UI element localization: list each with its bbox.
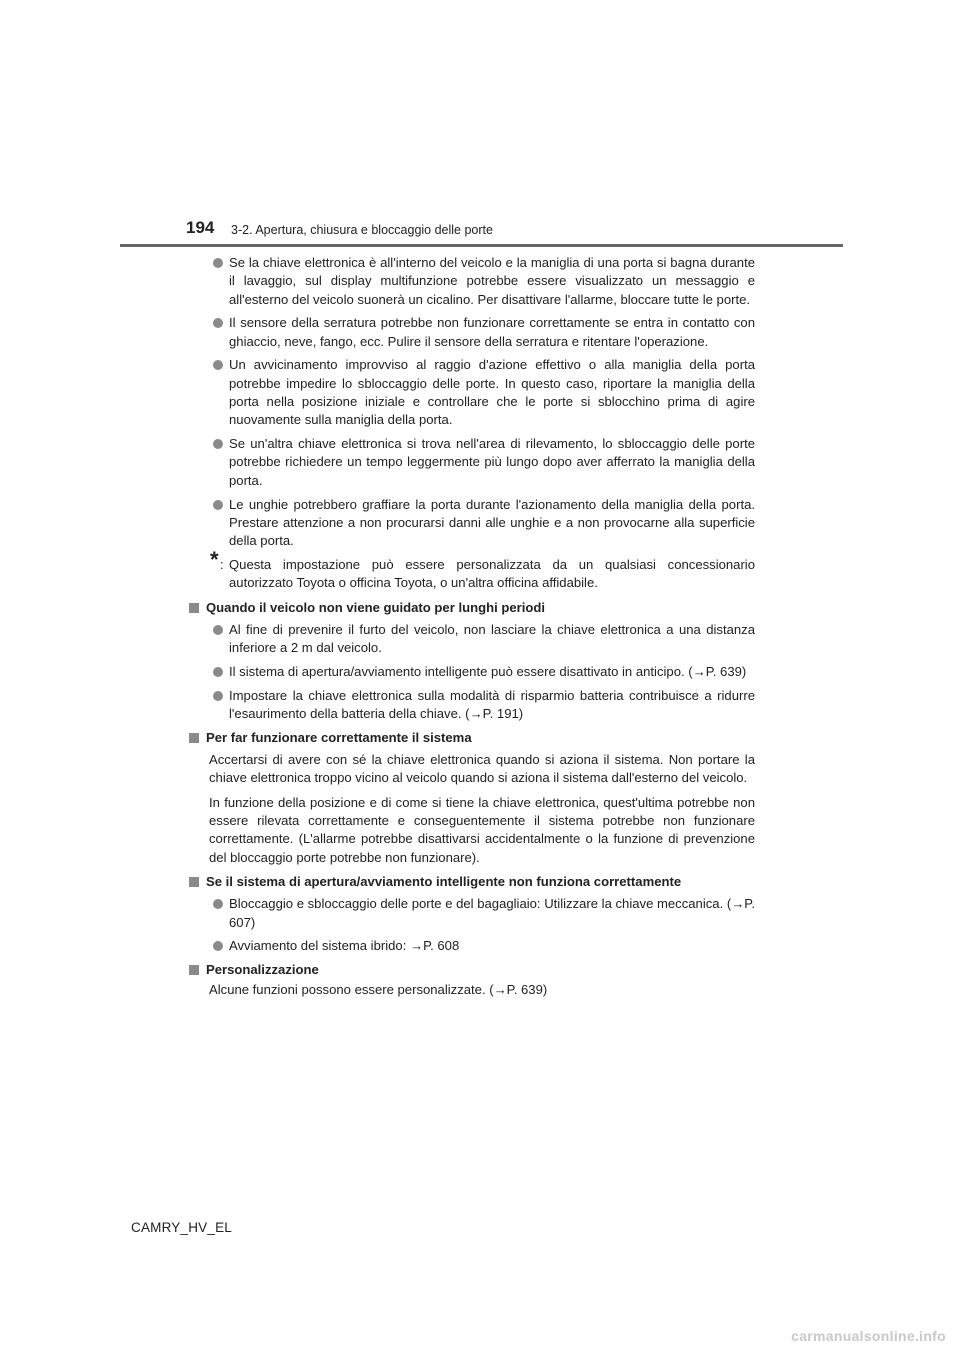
list-item: Se un'altra chiave elettronica si trova nell'area di rilevamento, lo sbloccaggio delle porte potrebbe richiedere un tempo leggermente più lungo dopo aver afferrato la maniglia della porta. xyxy=(209,435,755,490)
paragraph: Alcune funzioni possono essere personalizzate. (→P. 639) xyxy=(209,982,548,998)
square-bullet-icon xyxy=(189,965,199,975)
bullet-dot-icon xyxy=(213,899,223,909)
bullet-dot-icon xyxy=(213,691,223,701)
page-header xyxy=(186,216,846,246)
paragraph: In funzione della posizione e di come si tiene la chiave elettronica, quest'ultima potrebbe non essere rilevata correttamente e conseguentemente il sistema potrebbe non funzionare correttamente. (L'allarme potrebbe disattivarsi accidentalmente o la funzione di prevenzione del bloccaggio porte potrebbe non funzionare). xyxy=(209,794,755,865)
square-bullet-icon xyxy=(189,733,199,743)
footnote-mark: * xyxy=(210,546,219,572)
footnote: * : Questa impostazione può essere personalizzata da un qualsiasi concessionario autorizzato Toyota o officina Toyota, o un'altra officina affidabile. xyxy=(210,546,755,591)
bullet-dot-icon xyxy=(213,941,223,951)
bullet-dot-icon xyxy=(213,500,223,510)
section-heading: Se il sistema di apertura/avviamento intelligente non funziona correttamente xyxy=(189,873,755,891)
section-heading: Per far funzionare correttamente il sistema xyxy=(189,729,755,747)
list-item: Il sensore della serratura potrebbe non funzionare correttamente se entra in contatto con ghiaccio, neve, fango, ecc. Pulire il sensore della serratura e ritentare l'operazione. xyxy=(209,314,755,351)
section-long-periods xyxy=(189,599,755,724)
bullet-dot-icon xyxy=(213,318,223,328)
bullet-dot-icon xyxy=(213,360,223,370)
list-item: Impostare la chiave elettronica sulla modalità di risparmio batteria contribuisce a ridurre l'esaurimento della batteria della chiave. (→P. 191) xyxy=(209,687,755,724)
bullet-dot-icon xyxy=(213,439,223,449)
page-content xyxy=(206,254,755,1006)
paragraph: Accertarsi di avere con sé la chiave elettronica quando si aziona il sistema. Non portare la chiave elettronica troppo vicino al veicolo quando si aziona il sistema dall'esterno del veicolo. xyxy=(209,752,755,786)
section-heading: Quando il veicolo non viene guidato per lunghi periodi xyxy=(189,599,755,617)
section-heading: Personalizzazione xyxy=(189,961,755,979)
section-proper-operation xyxy=(189,729,755,867)
bullet-dot-icon xyxy=(213,258,223,268)
bullet-dot-icon xyxy=(213,625,223,635)
page-number: 194 xyxy=(186,218,215,237)
list-item: Avviamento del sistema ibrido: →P. 608 xyxy=(209,937,755,955)
list-item: Al fine di prevenire il furto del veicolo, non lasciare la chiave elettronica a una distanza inferiore a 2 m dal veicolo. xyxy=(209,621,755,658)
section-malfunction xyxy=(189,873,755,956)
header-rule xyxy=(120,244,843,247)
list-item: Le unghie potrebbero graffiare la porta durante l'azionamento della maniglia della porta. Prestare attenzione a non procurarsi danni alle unghie e a non provocarne alla superficie della porta. xyxy=(209,496,755,551)
footnote-text: Questa impostazione può essere personalizzata da un qualsiasi concessionario autorizzato Toyota o officina Toyota, o un'altra officina affidabile. xyxy=(229,556,755,591)
bullet-dot-icon xyxy=(213,667,223,677)
list-item: Un avvicinamento improvviso al raggio d'azione effettivo o alla maniglia della porta potrebbe impedire lo sbloccaggio delle porte. In questo caso, riportare la maniglia della porta nella posizione iniziale e controllare che le porte si sblocchino prima di agire nuovamente sulla maniglia della porta. xyxy=(209,356,755,429)
watermark: carmanualsonline.info xyxy=(791,1328,946,1344)
list-item: Se la chiave elettronica è all'interno del veicolo e la maniglia di una porta si bagna durante il lavaggio, sul display multifunzione potrebbe essere visualizzato un messaggio e all'esterno del veicolo suonerà un cicalino. Per disattivare l'allarme, bloccare tutte le porte. xyxy=(209,254,755,309)
square-bullet-icon xyxy=(189,603,199,613)
section-title: 3-2. Apertura, chiusura e bloccaggio delle porte xyxy=(231,223,493,237)
list-item: Il sistema di apertura/avviamento intelligente può essere disattivato in anticipo. (→P. 639) xyxy=(209,663,755,681)
list-item: Bloccaggio e sbloccaggio delle porte e del bagagliaio: Utilizzare la chiave meccanica. (→P. 607) xyxy=(209,895,755,932)
square-bullet-icon xyxy=(189,877,199,887)
footer-code: CAMRY_HV_EL xyxy=(131,1220,232,1235)
section-customization xyxy=(189,961,755,1000)
